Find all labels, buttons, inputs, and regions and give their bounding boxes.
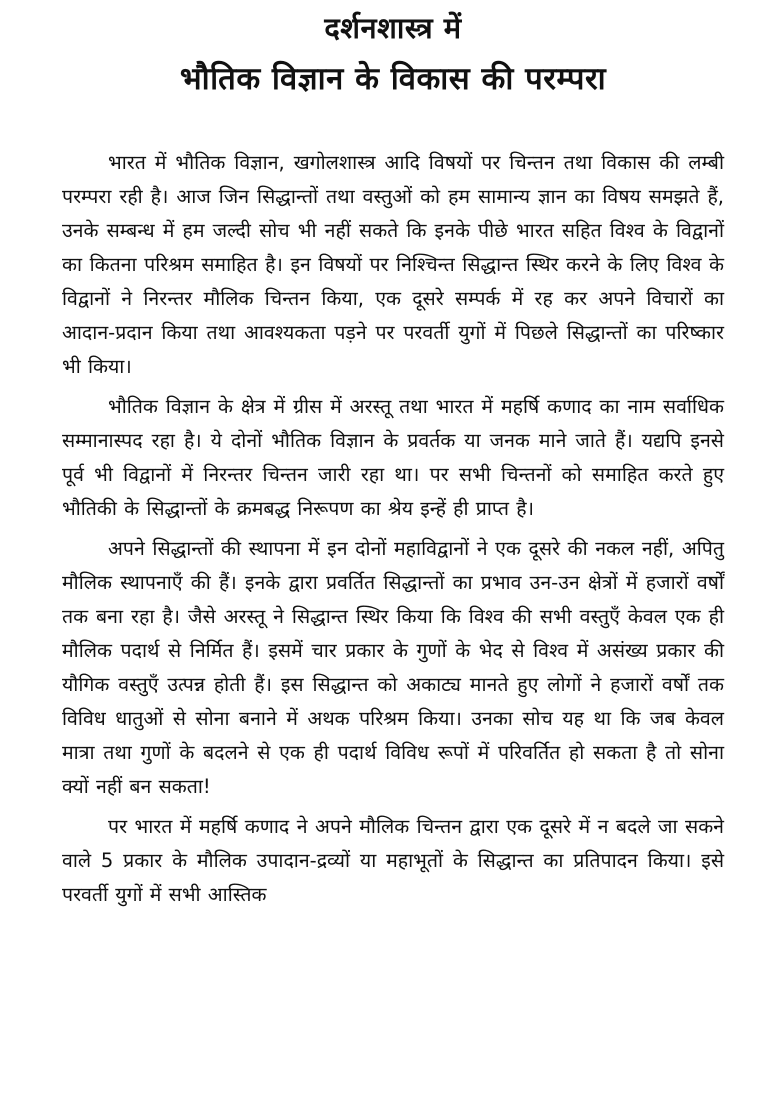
paragraph-2: भौतिक विज्ञान के क्षेत्र में ग्रीस में अरस्तू तथा भारत में महर्षि कणाद का नाम सर्वाधिक सम्मानास्पद रहा है। ये दोनों भौतिक विज्ञान के प्रवर्तक या जनक माने जाते हैं। यद्यपि इनसे पूर्व भी विद्वानों में निरन्तर चिन्तन जारी रहा था। पर सभी चिन्तनों को समाहित करते हुए भौतिकी के सिद्धान्तों के क्रमबद्ध निरूपण का श्रेय इन्हें ही प्राप्त है। bbox=[62, 395, 724, 520]
document-title-line-2: भौतिक विज्ञान के विकास की परम्परा bbox=[179, 61, 607, 97]
paragraph-3: अपने सिद्धान्तों की स्थापना में इन दोनों महाविद्वानों ने एक दूसरे की नकल नहीं, अपितु मौलिक स्थापनाएँ की हैं। इनके द्वारा प्रवर्तित सिद्धान्तों का प्रभाव उन-उन क्षेत्रों में हजारों वर्षों तक बना रहा है। जैसे अरस्तू ने सिद्धान्त स्थिर किया कि विश्व की सभी वस्तुएँ केवल एक ही मौलिक पदार्थ से निर्मित हैं। इसमें चार प्रकार के गुणों के भेद से विश्व में असंख्य प्रकार की यौगिक वस्तुएँ उत्पन्न होती हैं। इस सिद्धान्त को अकाट्य मानते हुए लोगों ने हजारों वर्षों तक विविध धातुओं से सोना बनाने में अथक परिश्रम किया। उनका सोच यह था कि जब केवल मात्रा तथा गुणों के बदलने से एक ही पदार्थ विविध रूपों में परिवर्तित हो सकता है तो सोना क्यों नहीं बन सकता! bbox=[62, 537, 724, 798]
paragraph-1: भारत में भौतिक विज्ञान, खगोलशास्त्र आदि विषयों पर चिन्तन तथा विकास की लम्बी परम्परा रही है। आज जिन सिद्धान्तों तथा वस्तुओं को हम सामान्य ज्ञान का विषय समझते हैं, उनके सम्बन्ध में हम जल्दी सोच भी नहीं सकते कि इनके पीछे भारत सहित विश्व के विद्वानों का कितना परिश्रम समाहित है। इन विषयों पर निश्चिन्त सिद्धान्त स्थिर करने के लिए विश्व के विद्वानों ने निरन्तर मौलिक चिन्तन किया, एक दूसरे सम्पर्क में रह कर अपने विचारों का आदान-प्रदान किया तथा आवश्यकता पड़ने पर परवर्ती युगों में पिछले सिद्धान्तों का परिष्कार भी किया। bbox=[62, 151, 724, 378]
document-title-line-1: दर्शनशास्त्र में bbox=[324, 11, 462, 45]
paragraph-4: पर भारत में महर्षि कणाद ने अपने मौलिक चिन्तन द्वारा एक दूसरे में न बदले जा सकने वाले 5 प्रकार के मौलिक उपादान-द्रव्यों या महाभूतों के सिद्धान्त का प्रतिपादन किया। इसे परवर्ती युगों में सभी आस्तिक bbox=[62, 815, 724, 906]
